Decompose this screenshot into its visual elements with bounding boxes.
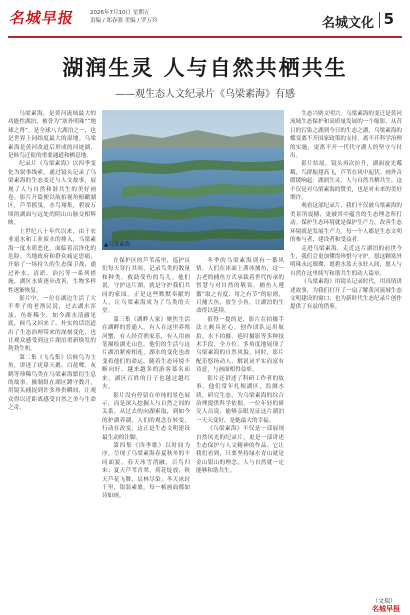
paragraph: 第二集《飞鸟集》以候鸟为主角，讲述了疣鼻天鹅、白琵鹭、灰鹤等珍稀鸟类在乌梁素海繁衍生息的故事。摄制组在湖区蹲守数月，用镜头捕捉到许多珍贵瞬间，让观众得以近距离感受自然之美与生命之奇。 <box>8 354 96 412</box>
paragraph: 《乌梁素海》用镜头记录时代，用真情讲述故事，为我们打开了一扇了解黄河流域生态文明建设的窗口，也为新时代生态纪录片创作提供了有益的借鉴。 <box>290 279 402 311</box>
paragraph: 在保护区的芦苇荡里，巡护员们每天穿行其间，记录鸟类的数量和种类，救助受伤的鸟儿。他们说，守护这片湖，就是守护我们共同的家园。正是这些默默奉献的人，让乌梁素海成为了鸟类的天堂。 <box>102 258 190 315</box>
paragraph: 生态兴则文明兴。乌梁素海的变迁是黄河流域生态保护和高质量发展的一个缩影。从昔日的污染之湖到今日的生态之湖，乌梁素海的蝶变离不开国家政策的支持，离不开科学治理的实施，更离不开一代代守湖人的坚守与付出。 <box>290 111 402 160</box>
footer-logo: 名城早报 <box>372 605 400 613</box>
date-line: 2026年7月10日 星期五 <box>90 10 150 16</box>
paragraph: 第四集《四季歌》以时间为序，呈现了乌梁素海春夏秋冬的不同面貌。春天冰雪消融，百鸟归来；夏天芦苇青翠，荷花绽放；秋天芦花飞舞，层林尽染；冬天冰封千里，银装素裹。每一帧画面都如诗如画。 <box>102 442 190 500</box>
issue-meta <box>90 9 157 25</box>
paragraph: 值得一提的是，影片在拍摄手法上颇具匠心。创作团队运用航拍、水下拍摄、延时摄影等多种技术手段，全方位、多角度地展现了乌梁素海的自然风貌。同时，影片配乐悠扬动人，解说词平实而富有诗意，与画面相得益彰。 <box>196 316 284 374</box>
paragraph: 冬季的乌梁素海别有一番风情。人们在冰面上凿冰捕鱼，这一古老的捕鱼方式承载着世代传承的智慧与对自然的敬畏。捕鱼人遵循“取之有度、用之有节”的原则，只捕大鱼，放生小鱼，让湖泊的生命得以延续。 <box>196 258 284 315</box>
masthead-rule <box>8 36 402 38</box>
lake-photo <box>102 110 284 250</box>
photo-caption: ▲乌梁素海 <box>104 242 131 248</box>
masthead <box>0 0 410 36</box>
column-4 <box>290 110 402 600</box>
paragraph: 纪录片《乌梁素海》以四季变化为叙事线索，通过镜头记录了乌梁素海的生态变迁与人文故事，展现了人与自然和谐共生的美好画卷。影片开篇便以航拍视角俯瞰湖区，芦苇摇曳，水鸟翔集，碧波万顷的湖面与远处的阴山山脉交相辉映。 <box>8 161 96 227</box>
paragraph: 走进乌梁素海，走近这片湖泊的前世今生，我们会更加懂得珍惜与守护。愿这颗塞外明珠永远璀璨，愿碧水蓝天永驻人间，愿人与自然在这里续写和谐共生的动人篇章。 <box>290 245 402 277</box>
article-subhead: ——观生态人文纪录片《乌梁素海》有感 <box>115 89 295 100</box>
paragraph: 影片没有停留在单纯的景色展示，而是深入挖掘人与自然之间的关系。从过去的向湖索取，到如今的护湖养湖，人们的观念在转变，行动在改变，这正是生态文明建设最生动的注脚。 <box>102 392 190 441</box>
column-2 <box>102 257 190 600</box>
column-3 <box>196 257 284 600</box>
paragraph: 观看这部纪录片，我们不仅被乌梁素海的美景所震撼，更被其中蕴含的生态理念所打动。保护生态环境就是保护生产力，改善生态环境就是发展生产力。每一个人都是生态文明的参与者、建设者和受益者。 <box>290 203 402 244</box>
paragraph: 影片结尾，镜头再次拉升，湖面波光粼粼，鸟群振翅高飞，芦苇在风中起伏。画外音缓缓响起：湖润生灵，人与自然共栖共生。这不仅是对乌梁素海的赞美，也是对未来的美好期许。 <box>290 161 402 202</box>
paragraph: 影片还讲述了科研工作者的故事。他们常年扎根湖区，监测水质，研究生态，为乌梁素海的综合治理提供科学依据。一位年轻的研究人员说，能够亲眼见证这片湖泊一天天变好，是她最大的幸福。 <box>196 375 284 424</box>
paragraph: 《乌梁素海》不仅是一部展现自然风光的纪录片，更是一部讲述生态保护与人文精神的作品。它让我们看到，只要坚持绿水青山就是金山银山的理念，人与自然就一定能够和谐共生。 <box>196 426 284 475</box>
column-1 <box>8 110 96 600</box>
article-author: （文瑞） <box>371 598 396 605</box>
article-headline: 湖润生灵 人与自然共栖共生 <box>62 56 348 80</box>
editor-line: 责编 / 郑春强 美编 / 罗万玲 <box>90 18 158 24</box>
paragraph: 上世纪八十年代以来，由于农业退水和工业废水的排入，乌梁素海一度水质恶化，面临着沼泽化的危险。当地政府和群众痛定思痛，开始了一场持久的生态保卫战，通过补水、清淤、治污等一系列措施，湖区水质逐步改善，生物多样性逐渐恢复。 <box>8 228 96 294</box>
paragraph: 影片中，一位在湖边生活了大半辈子的老渔民说，过去湖水浑浊，鱼虾稀少，如今湖水清澈见底，候鸟又回来了。朴实的话语道出了生态治理带来的深刻变化，也让观众感受到这片湖泊重新焕发的勃勃生机。 <box>8 295 96 353</box>
section-title: 名城文化 <box>321 16 374 31</box>
paragraph: 第三集《湖畔人家》聚焦生活在湖畔的普通人。有人在这里养殖河蟹，有人经营渔家乐，有人用画笔描绘湖光山色。他们的生活与这片湖泊紧密相连，湖水的变化也改变着他们的命运。随着生态环境不断向好，越来越多的游客慕名而来，湖区百姓的日子也越过越红火。 <box>102 316 190 391</box>
page-number: 5 <box>383 10 394 28</box>
lake-landscape-image <box>102 110 284 250</box>
section-divider <box>379 12 380 28</box>
paragraph: 乌梁素海，是黄河流域最大的功能性湖泊，被誉为“塞外明珠”“地球之肾”，是全球八大湖泊之一，也是世界上同纬度最大的湿地。乌梁素海是黄河改道后形成的河迹湖，是候鸟迁徙的重要通道和栖息地。 <box>8 111 96 160</box>
newspaper-logo: 名城早报 <box>8 9 76 27</box>
